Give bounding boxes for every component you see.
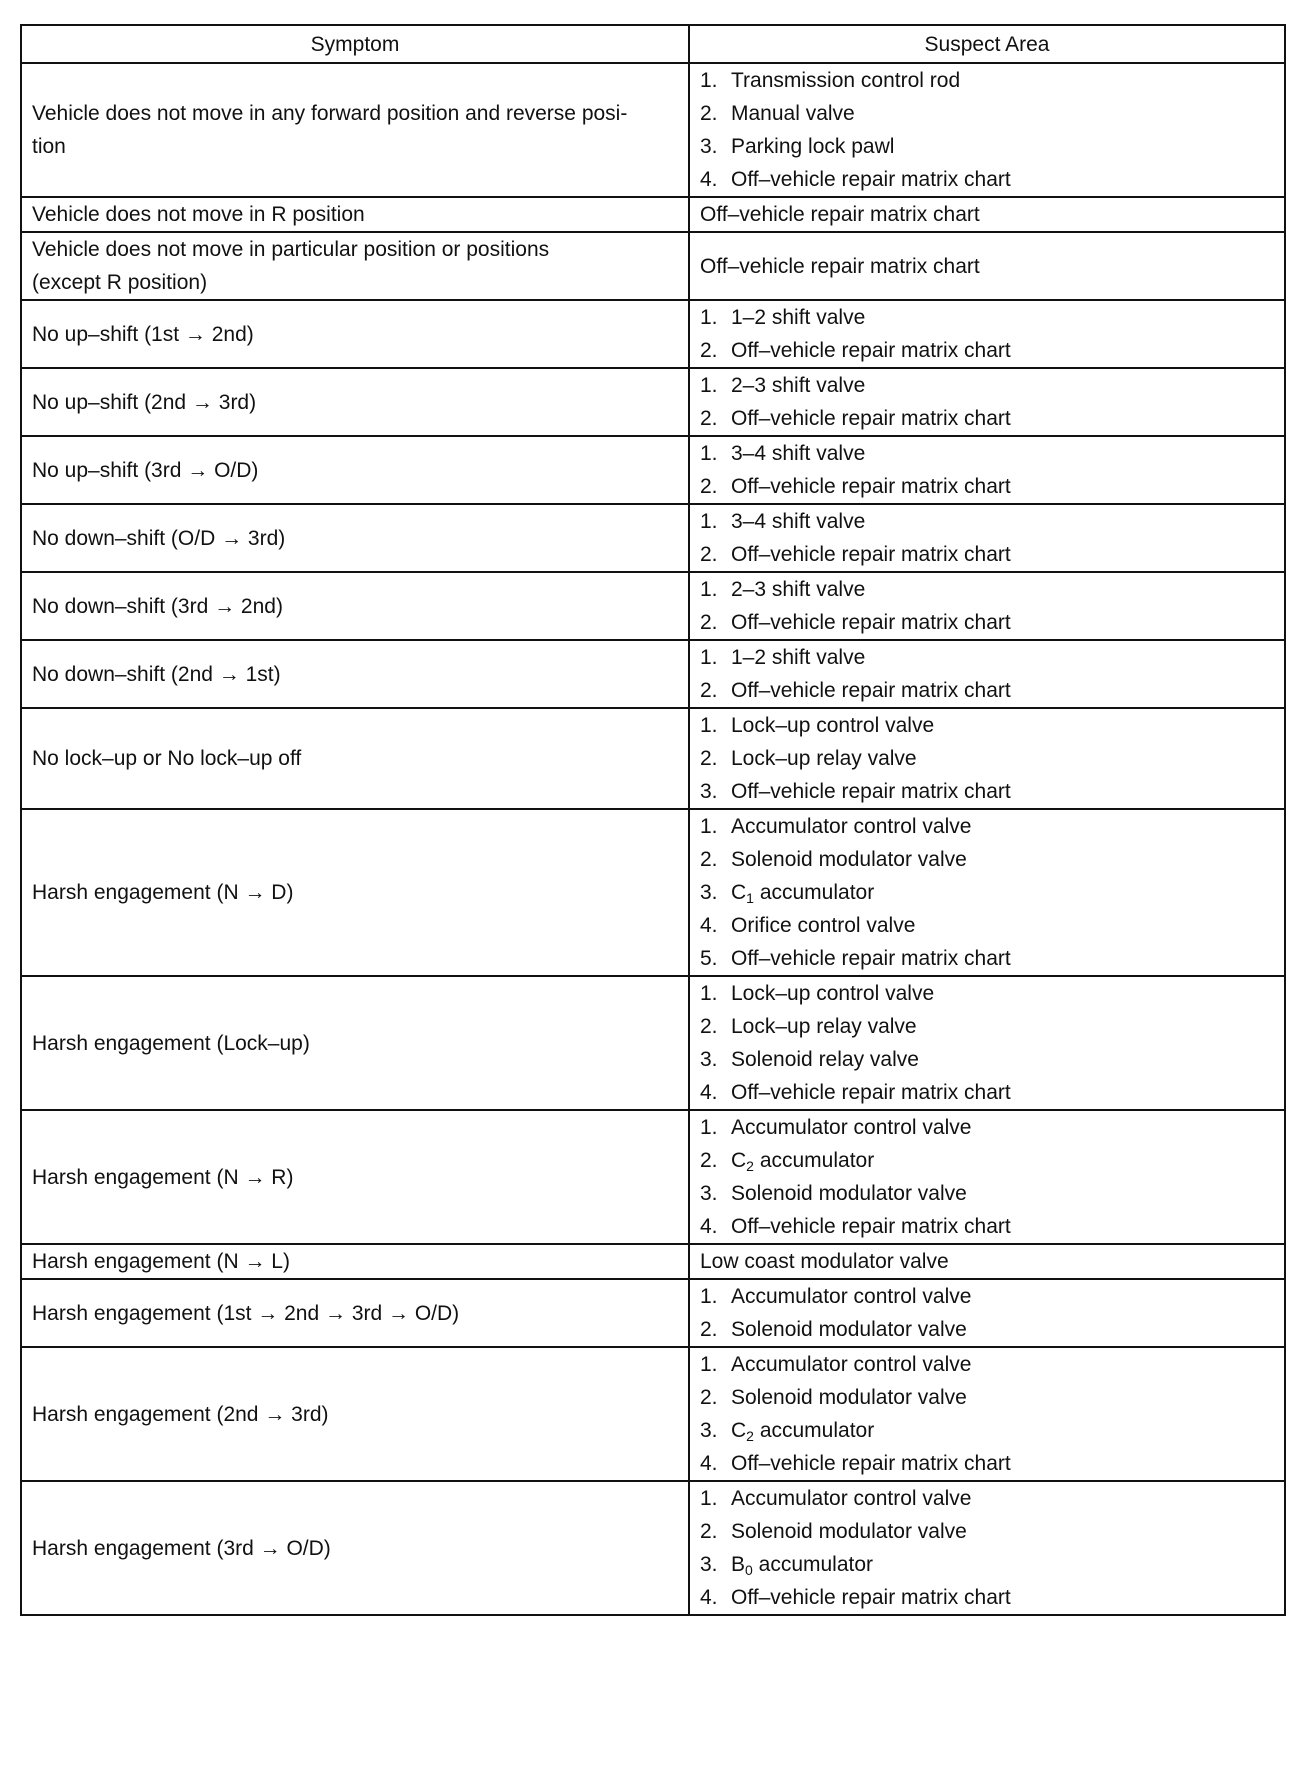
item-text: Accumulator control valve: [731, 1285, 972, 1308]
header-suspect-area: Suspect Area: [689, 25, 1285, 63]
item-text: Accumulator control valve: [731, 1116, 972, 1139]
item-number: 2.: [700, 102, 718, 125]
list-item: [700, 1076, 1274, 1109]
item-text: Off–vehicle repair matrix chart: [731, 1586, 1011, 1609]
item-text: Lock–up relay valve: [731, 747, 917, 770]
symptom-text: Harsh engagement (2nd → 3rd): [32, 1402, 329, 1426]
list-item: [700, 742, 1274, 775]
item-number: 3.: [700, 1048, 718, 1071]
item-text: 2–3 shift valve: [731, 374, 866, 397]
item-number: 2.: [700, 1520, 718, 1543]
list-item: [700, 942, 1274, 975]
item-text: Off–vehicle repair matrix chart: [731, 1081, 1011, 1104]
item-number: 4.: [700, 1215, 718, 1238]
item-text: Accumulator control valve: [731, 1353, 972, 1376]
item-number: 1.: [700, 815, 718, 838]
suspect-cell: [689, 63, 1285, 197]
item-number: 3.: [700, 1419, 718, 1442]
table-row: [21, 63, 1285, 197]
symptom-text: (except R position): [32, 271, 208, 294]
list-item: [700, 1313, 1274, 1346]
item-number: 4.: [700, 168, 718, 191]
item-text: Solenoid modulator valve: [731, 1520, 967, 1543]
list-item: [700, 606, 1274, 639]
list-item: [700, 334, 1274, 367]
item-number: 1.: [700, 982, 718, 1005]
component-name: accumulator: [759, 1149, 875, 1172]
item-number: 4.: [700, 1081, 718, 1104]
table-row: [21, 1347, 1285, 1481]
symptom-text: Harsh engagement (1st → 2nd → 3rd → O/D): [32, 1301, 460, 1325]
item-number: 3.: [700, 1182, 718, 1205]
item-number: 2.: [700, 543, 718, 566]
suspect-text: Off–vehicle repair matrix chart: [700, 203, 980, 226]
symptom-cell: [21, 572, 689, 640]
component-name: accumulator: [759, 881, 875, 904]
item-text: 3–4 shift valve: [731, 442, 866, 465]
item-number: 1.: [700, 1487, 718, 1510]
symptom-cell: [21, 1244, 689, 1279]
suspect-cell: [689, 197, 1285, 232]
symptom-text: No up–shift (1st → 2nd): [32, 322, 254, 346]
list-item: [700, 130, 1274, 163]
symptom-text: tion: [32, 135, 66, 158]
list-item: [700, 1348, 1274, 1381]
component-subscript: 2: [746, 1428, 754, 1444]
item-number: 1.: [700, 714, 718, 737]
list-item: [700, 1280, 1274, 1313]
list-item: [700, 470, 1274, 503]
list-item: [700, 876, 1274, 909]
header-row: [21, 25, 1285, 63]
list-item: [700, 163, 1274, 196]
symptom-cell: [21, 640, 689, 708]
list-item: [700, 573, 1274, 606]
item-text: Off–vehicle repair matrix chart: [731, 679, 1011, 702]
table-row: [21, 1244, 1285, 1279]
item-text: Off–vehicle repair matrix chart: [731, 780, 1011, 803]
symptom-text: No lock–up or No lock–up off: [32, 747, 302, 770]
list-item: [700, 505, 1274, 538]
symptom-cell: [21, 300, 689, 368]
symptom-text: No up–shift (2nd → 3rd): [32, 390, 257, 414]
symptom-cell: [21, 708, 689, 809]
item-text: Accumulator control valve: [731, 815, 972, 838]
table-row: [21, 1481, 1285, 1615]
symptom-text: Vehicle does not move in particular position or positions: [32, 238, 550, 261]
item-text: 3–4 shift valve: [731, 510, 866, 533]
item-text: [731, 1149, 874, 1172]
table-row: [21, 232, 1285, 300]
symptom-text: Harsh engagement (3rd → O/D): [32, 1536, 331, 1560]
item-number: 4.: [700, 1586, 718, 1609]
symptom-text: Harsh engagement (Lock–up): [32, 1031, 310, 1055]
list-item: [700, 909, 1274, 942]
table-row: [21, 300, 1285, 368]
item-text: 1–2 shift valve: [731, 306, 866, 329]
item-text: Accumulator control valve: [731, 1487, 972, 1510]
table-row: [21, 436, 1285, 504]
item-text: Off–vehicle repair matrix chart: [731, 947, 1011, 970]
suspect-cell: [689, 1347, 1285, 1481]
item-text: Off–vehicle repair matrix chart: [731, 339, 1011, 362]
symptom-cell: [21, 809, 689, 976]
list-item: [700, 97, 1274, 130]
suspect-cell: [689, 708, 1285, 809]
item-text: Off–vehicle repair matrix chart: [731, 475, 1011, 498]
list-item: [700, 369, 1274, 402]
list-item: [700, 1414, 1274, 1447]
list-item: [700, 1177, 1274, 1210]
item-number: 2.: [700, 1149, 718, 1172]
list-item: [700, 301, 1274, 334]
item-number: 1.: [700, 69, 718, 92]
suspect-cell: [689, 1244, 1285, 1279]
item-number: 1.: [700, 1285, 718, 1308]
symptom-text: No down–shift (3rd → 2nd): [32, 594, 283, 618]
list-item: [700, 538, 1274, 571]
list-item: [700, 641, 1274, 674]
symptom-table: [20, 24, 1286, 1616]
symptom-cell: [21, 368, 689, 436]
symptom-cell: [21, 232, 689, 300]
component-letter: C: [731, 881, 747, 904]
item-number: 1.: [700, 510, 718, 533]
item-number: 5.: [700, 947, 718, 970]
item-text: Solenoid relay valve: [731, 1048, 919, 1071]
item-number: 4.: [700, 914, 718, 937]
header-symptom: Symptom: [21, 25, 689, 63]
symptom-cell: [21, 1279, 689, 1347]
list-item: [700, 709, 1274, 742]
item-number: 1.: [700, 442, 718, 465]
list-item: [700, 402, 1274, 435]
item-text: Off–vehicle repair matrix chart: [731, 1452, 1011, 1475]
symptom-cell: [21, 976, 689, 1110]
list-item: [700, 843, 1274, 876]
component-letter: C: [731, 1419, 747, 1442]
symptom-text: Harsh engagement (N → R): [32, 1165, 294, 1189]
item-number: 1.: [700, 1116, 718, 1139]
table-row: [21, 504, 1285, 572]
symptom-cell: [21, 197, 689, 232]
item-text: Parking lock pawl: [731, 135, 895, 158]
item-text: [731, 1553, 873, 1576]
item-number: 1.: [700, 374, 718, 397]
symptom-cell: [21, 1347, 689, 1481]
item-text: Manual valve: [731, 102, 855, 125]
item-text: [731, 881, 874, 904]
table-row: [21, 976, 1285, 1110]
component-name: accumulator: [758, 1553, 874, 1576]
suspect-cell: [689, 1110, 1285, 1244]
list-item: [700, 1210, 1274, 1243]
component-subscript: 1: [746, 890, 754, 906]
suspect-cell: [689, 572, 1285, 640]
item-number: 2.: [700, 1015, 718, 1038]
item-text: Off–vehicle repair matrix chart: [731, 168, 1011, 191]
table-row: [21, 708, 1285, 809]
item-text: 1–2 shift valve: [731, 646, 866, 669]
item-text: Off–vehicle repair matrix chart: [731, 611, 1011, 634]
item-text: Solenoid modulator valve: [731, 1182, 967, 1205]
table-row: [21, 1110, 1285, 1244]
item-number: 2.: [700, 1386, 718, 1409]
list-item: [700, 1482, 1274, 1515]
item-number: 3.: [700, 780, 718, 803]
symptom-cell: [21, 1481, 689, 1615]
suspect-cell: [689, 809, 1285, 976]
item-number: 2.: [700, 848, 718, 871]
table-row: [21, 368, 1285, 436]
item-number: 2.: [700, 747, 718, 770]
suspect-cell: [689, 976, 1285, 1110]
list-item: [700, 810, 1274, 843]
symptom-cell: [21, 504, 689, 572]
symptom-text: No up–shift (3rd → O/D): [32, 458, 259, 482]
suspect-cell: [689, 504, 1285, 572]
symptom-text: Harsh engagement (N → L): [32, 1250, 290, 1273]
item-number: 3.: [700, 881, 718, 904]
suspect-cell: [689, 436, 1285, 504]
item-number: 1.: [700, 578, 718, 601]
item-number: 2.: [700, 407, 718, 430]
suspect-text: Off–vehicle repair matrix chart: [700, 254, 980, 278]
list-item: [700, 1111, 1274, 1144]
item-number: 2.: [700, 611, 718, 634]
component-letter: C: [731, 1149, 747, 1172]
item-text: Solenoid modulator valve: [731, 848, 967, 871]
table-row: [21, 572, 1285, 640]
symptom-cell: [21, 436, 689, 504]
suspect-cell: [689, 640, 1285, 708]
list-item: [700, 1515, 1274, 1548]
table-row: [21, 1279, 1285, 1347]
item-text: Solenoid modulator valve: [731, 1318, 967, 1341]
suspect-cell: [689, 232, 1285, 300]
item-text: Off–vehicle repair matrix chart: [731, 407, 1011, 430]
item-number: 4.: [700, 1452, 718, 1475]
item-number: 2.: [700, 475, 718, 498]
item-text: Transmission control rod: [731, 69, 961, 92]
table-row: [21, 809, 1285, 976]
item-number: 1.: [700, 306, 718, 329]
item-text: Lock–up control valve: [731, 982, 935, 1005]
item-number: 1.: [700, 646, 718, 669]
component-name: accumulator: [759, 1419, 875, 1442]
list-item: [700, 1010, 1274, 1043]
list-item: [700, 1447, 1274, 1480]
list-item: [700, 775, 1274, 808]
list-item: [700, 1581, 1274, 1614]
item-text: Off–vehicle repair matrix chart: [731, 543, 1011, 566]
suspect-cell: [689, 368, 1285, 436]
symptom-cell: [21, 63, 689, 197]
item-text: [731, 1419, 874, 1442]
item-text: Solenoid modulator valve: [731, 1386, 967, 1409]
item-text: Lock–up relay valve: [731, 1015, 917, 1038]
symptom-text: Harsh engagement (N → D): [32, 881, 294, 904]
component-letter: B: [731, 1553, 746, 1576]
component-subscript: 2: [746, 1158, 754, 1174]
component-subscript: 0: [745, 1562, 753, 1578]
list-item: [700, 1043, 1274, 1076]
item-number: 2.: [700, 1318, 718, 1341]
item-text: 2–3 shift valve: [731, 578, 866, 601]
item-number: 1.: [700, 1353, 718, 1376]
list-item: [700, 674, 1274, 707]
symptom-cell: [21, 1110, 689, 1244]
item-text: Orifice control valve: [731, 914, 916, 937]
symptom-text: No down–shift (2nd → 1st): [32, 662, 281, 686]
list-item: [700, 1381, 1274, 1414]
list-item: [700, 437, 1274, 470]
item-text: Lock–up control valve: [731, 714, 935, 737]
list-item: [700, 1144, 1274, 1177]
symptom-text: Vehicle does not move in any forward position and reverse posi-: [32, 102, 628, 125]
suspect-cell: [689, 300, 1285, 368]
symptom-text: Vehicle does not move in R position: [32, 203, 365, 226]
item-number: 2.: [700, 339, 718, 362]
symptom-text: No down–shift (O/D → 3rd): [32, 526, 286, 550]
table-row: [21, 640, 1285, 708]
item-text: Off–vehicle repair matrix chart: [731, 1215, 1011, 1238]
suspect-cell: [689, 1481, 1285, 1615]
list-item: [700, 977, 1274, 1010]
item-number: 3.: [700, 135, 718, 158]
suspect-text: Low coast modulator valve: [700, 1250, 949, 1273]
item-number: 3.: [700, 1553, 718, 1576]
list-item: [700, 64, 1274, 97]
list-item: [700, 1548, 1274, 1581]
suspect-cell: [689, 1279, 1285, 1347]
item-number: 2.: [700, 679, 718, 702]
table-row: [21, 197, 1285, 232]
